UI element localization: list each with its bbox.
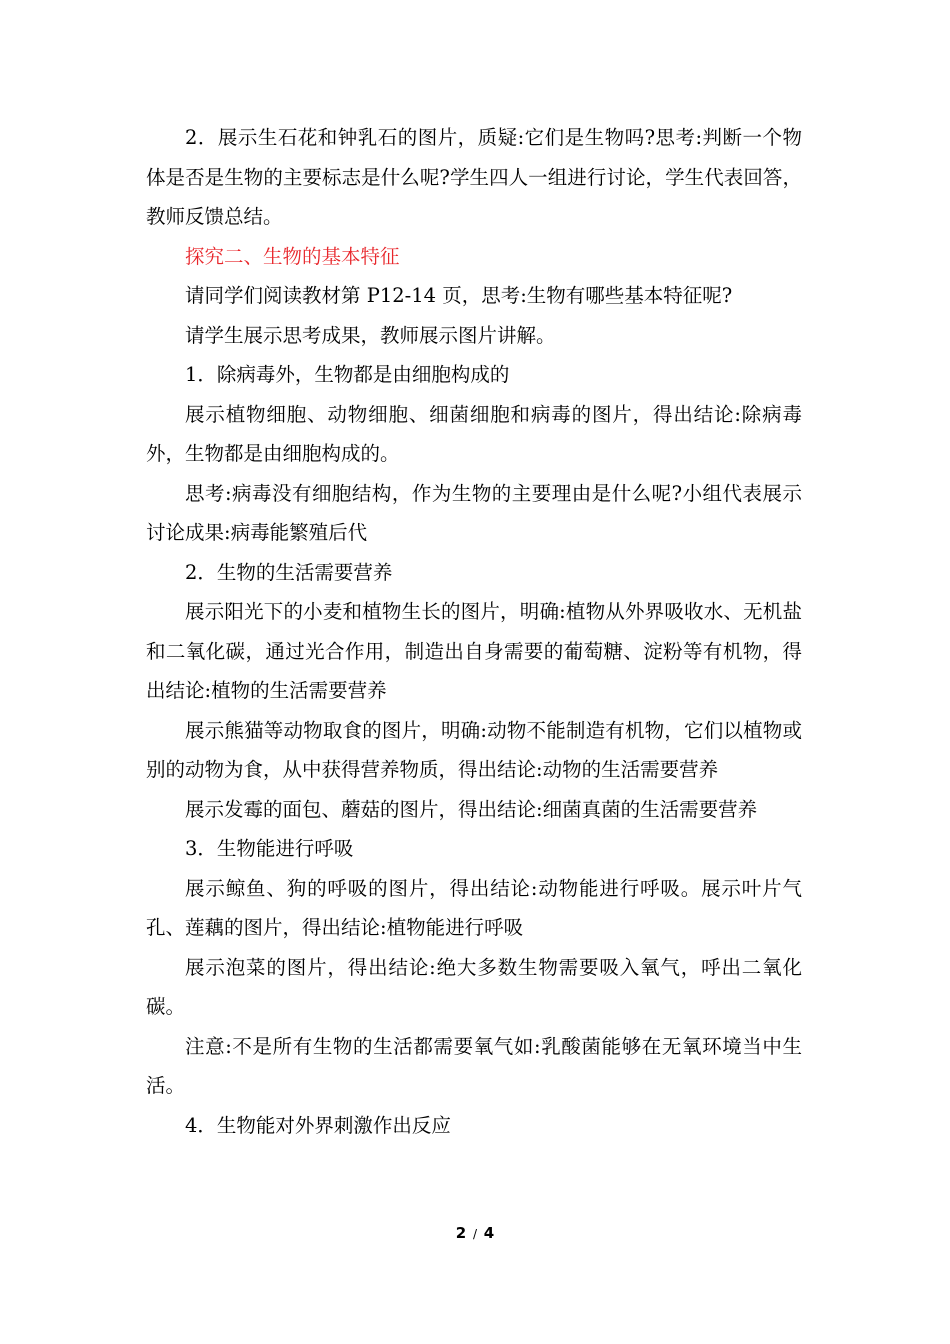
subheading-cells: 1．除病毒外，生物都是由细胞构成的 — [185, 363, 510, 386]
paragraph-pickle-respiration: 展示泡菜的图片，得出结论:绝大多数生物需要吸入氧气，呼出二氧化碳。 — [146, 955, 802, 1018]
page-separator: / — [472, 1227, 478, 1241]
paragraph-animal-plant-respiration: 展示鲸鱼、狗的呼吸的图片，得出结论:动物能进行呼吸。展示叶片气孔、莲藕的图片，得出结论:植物能进行呼吸 — [146, 876, 802, 939]
paragraph-cell-images: 展示植物细胞、动物细胞、细菌细胞和病毒的图片，得出结论:除病毒外，生物都是由细胞构成的。 — [146, 402, 802, 465]
paragraph-read-textbook: 请同学们阅读教材第 P12-14 页，思考:生物有哪些基本特征呢? — [185, 284, 733, 307]
paragraph-item-2-intro: 2．展示生石花和钟乳石的图片，质疑:它们是生物吗?思考:判断一个物体是否是生物的主要标志是什么呢?学生四人一组进行讨论，学生代表回答，教师反馈总结。 — [146, 126, 802, 228]
paragraph-plant-nutrition: 展示阳光下的小麦和植物生长的图片，明确:植物从外界吸收水、无机盐和二氧化碳，通过光合作用，制造出自身需要的葡萄糖、淀粉等有机物，得出结论:植物的生活需要营养 — [146, 600, 802, 702]
current-page-number: 2 — [455, 1224, 467, 1242]
paragraph-animal-nutrition: 展示熊猫等动物取食的图片，明确:动物不能制造有机物，它们以植物或别的动物为食，从中获得营养物质，得出结论:动物的生活需要营养 — [146, 718, 802, 781]
subheading-nutrition: 2．生物的生活需要营养 — [185, 560, 393, 584]
section-heading-explore-2: 探究二、生物的基本特征 — [185, 244, 400, 268]
paragraph-fungi-nutrition: 展示发霉的面包、蘑菇的图片，得出结论:细菌真菌的生活需要营养 — [185, 797, 758, 821]
document-body — [146, 118, 802, 1145]
paragraph-virus-question: 思考:病毒没有细胞结构，作为生物的主要理由是什么呢?小组代表展示讨论成果:病毒能繁殖后代 — [146, 481, 802, 544]
paragraph-note-anaerobic: 注意:不是所有生物的生活都需要氧气如:乳酸菌能够在无氧环境当中生活。 — [146, 1034, 802, 1097]
subheading-respiration: 3．生物能进行呼吸 — [185, 837, 354, 860]
page-number — [0, 1224, 950, 1242]
total-pages-number: 4 — [483, 1224, 495, 1242]
subheading-stimuli: 4．生物能对外界刺激作出反应 — [185, 1113, 451, 1137]
paragraph-show-results: 请学生展示思考成果，教师展示图片讲解。 — [185, 323, 556, 347]
